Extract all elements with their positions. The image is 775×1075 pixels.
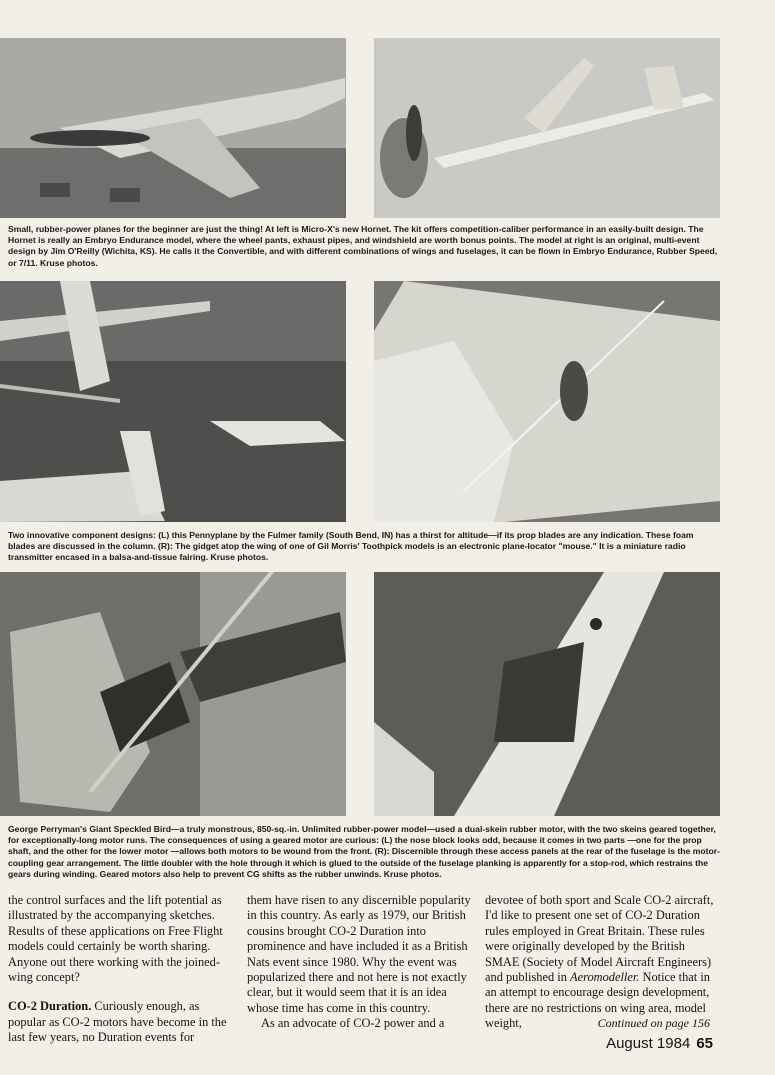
photo-pennyplane-prop [0,281,346,522]
body-column-3 [485,893,715,1032]
photo-fuselage-access-panels [374,572,720,816]
body-text: devotee of both sport and Scale CO-2 aircraft, I'd like to present one set of CO-2 Duration rules employed in Great Britain. These rules were originally developed by the British SMAE (Society of Model Aircraft Engineers) and published in [485,893,714,985]
body-text: Notice that in an attempt to encourage design development, there are no restrictions on wing area, model weight, [485,970,710,1031]
body-column-1 [8,893,236,1046]
continued-note: Continued on page 156 [597,1016,710,1030]
issue-date: August 1984 [606,1035,691,1052]
photo-plane-locator [374,281,720,522]
body-paragraph: them have risen to any discernible popularity in this country. As early as 1979, our British cousins brought CO-2 Duration into prominence and have included it as a British Nats event since 1980. Why the event was popularized there and not here is not exactly clear, but it would seem that it is an idea whose time has come in this country. [247,893,471,1015]
photo-convertible-model [374,38,720,218]
caption-top: Small, rubber-power planes for the beginner are just the thing! At left is Micro-X's new Hornet. The kit offers competition-caliber performance in an easily-built design. The Hornet is really an Embryo Endurance model, where the wheel pants, exhaust pipes, and windshield are worth bonus points. The model at right is an original, multi-event design by Jim O'Reilly (Wichita, KS). He calls it the Convertible, and with different combinations of wings and fuselages, it can be flown in Embryo Endurance, Rubber Speed, or 7/11. Kruse photos. [8,224,718,268]
publication-name: Aeromodeller. [570,970,640,985]
caption-middle: Two innovative component designs: (L) this Pennyplane by the Fulmer family (South Bend, IN) has a thirst for altitude—if its prop blades are any indication. These foam blades are discussed in the column. (R): The gidget atop the wing of one of Gil Morris' Toothpick models is an electronic plane-locator "mouse." It is a miniature radio transmitter encased in a balsa-and-tissue fairing. Kruse photos. [8,530,694,563]
body-paragraph: As an advocate of CO-2 power and a [261,1016,445,1031]
photo-hornet-model [0,38,346,218]
body-paragraph [485,893,715,1032]
photo-geared-nose-block [0,572,346,816]
caption-bottom: George Perryman's Giant Speckled Bird—a truly monstrous, 850-sq.-in. Unlimited rubber-power model—used a dual-skein rubber motor, with the two skeins geared together, for exceptionally-long motor runs. The consequences of using a geared motor are curious: (L) the nose block looks odd, because it comes in two parts —one for the prop shaft, and the other for the lower motor —allows both motors to be wound from the front. (R): Discernible through these access panels at the rear of the fuselage is the motor-coupling gear arrangement. The little doubler with the hole through it which is glued to the outside of the fuselage planking is apparently for a stop-rod, which restrains the gears during winding. Geared motors also help to prevent CG shifts as the rubber unwinds. Kruse photos. [8,824,720,879]
body-paragraph: the control surfaces and the lift potential as illustrated by the accompanying sketches. Results of these applications on Free Flight models could certainly be worth sharing. Anyone out there working with the joined-wing concept? [8,893,223,985]
section-heading: CO-2 Duration. [8,999,92,1014]
body-column-2 [247,893,475,1032]
page-number: 65 [696,1035,713,1052]
body-text: Curiously enough, as popular as CO-2 motors have become in the last few years, no Duration events for [8,999,227,1045]
body-paragraph [8,999,236,1045]
page-footer [578,1035,713,1052]
